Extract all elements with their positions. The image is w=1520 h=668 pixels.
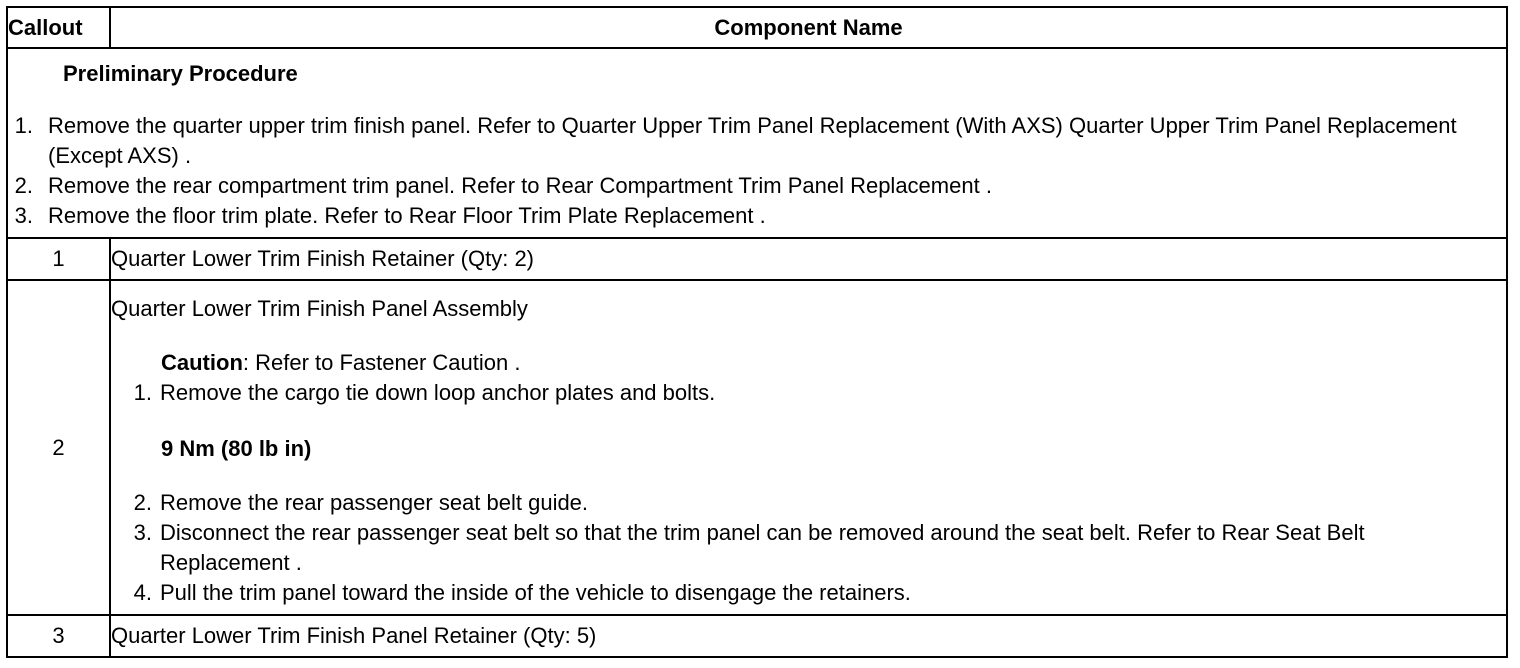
step-text: Remove the rear compartment trim panel. Refer to Rear Compartment Trim Panel Replacement . <box>48 173 992 198</box>
sub-steps <box>111 378 1506 408</box>
component-name-cell <box>110 280 1507 615</box>
step-number: 1. <box>133 379 152 405</box>
step-number: 2. <box>133 489 152 515</box>
list-item <box>111 378 1506 408</box>
step-number: 3. <box>14 203 33 228</box>
component-name-cell: Quarter Lower Trim Finish Retainer (Qty: 2) <box>110 238 1507 280</box>
list-item <box>8 171 1506 201</box>
table-row <box>7 280 1507 615</box>
preliminary-row <box>7 48 1507 238</box>
torque-spec: 9 Nm (80 lb in) <box>161 435 312 461</box>
caution-label: Caution <box>161 349 243 375</box>
callout-cell: 1 <box>7 238 110 280</box>
step-text: Remove the rear passenger seat belt guide. <box>160 489 589 515</box>
list-item <box>8 201 1506 231</box>
step-number: 3. <box>133 519 152 545</box>
callout-cell: 2 <box>7 280 110 615</box>
step-number: 1. <box>14 113 33 138</box>
component-title: Quarter Lower Trim Finish Panel Assembly <box>111 295 528 321</box>
caution-text: : Refer to Fastener Caution . <box>242 349 521 375</box>
step-number: 4. <box>133 579 152 605</box>
table-row <box>7 615 1507 657</box>
callout-header: Callout <box>7 7 110 48</box>
table-row <box>7 238 1507 280</box>
step-text: Remove the floor trim plate. Refer to Rear Floor Trim Plate Replacement . <box>48 203 766 228</box>
preliminary-steps <box>8 111 1506 231</box>
list-item <box>111 488 1506 518</box>
procedure-table <box>6 6 1508 658</box>
list-item <box>111 578 1506 608</box>
component-name-header: Component Name <box>110 7 1507 48</box>
step-text: Pull the trim panel toward the inside of the vehicle to disengage the retainers. <box>160 579 911 605</box>
step-number: 2. <box>14 173 33 198</box>
step-text: Disconnect the rear passenger seat belt so that the trim panel can be removed around the seat belt. Refer to Rear Seat Belt Replacement . <box>160 519 1365 575</box>
component-name-cell: Quarter Lower Trim Finish Panel Retainer (Qty: 5) <box>110 615 1507 657</box>
header-row <box>7 7 1507 48</box>
preliminary-cell <box>7 48 1507 238</box>
sub-steps <box>111 488 1506 608</box>
callout-cell: 3 <box>7 615 110 657</box>
preliminary-title: Preliminary Procedure <box>63 61 298 86</box>
caution-note <box>161 348 1506 378</box>
list-item <box>8 111 1506 171</box>
list-item <box>111 518 1506 578</box>
step-text: Remove the cargo tie down loop anchor plates and bolts. <box>160 379 716 405</box>
step-text: Remove the quarter upper trim finish panel. Refer to Quarter Upper Trim Panel Replacement (With AXS) Quarter Upper Trim Panel Replacement (Except AXS) . <box>48 113 1457 168</box>
